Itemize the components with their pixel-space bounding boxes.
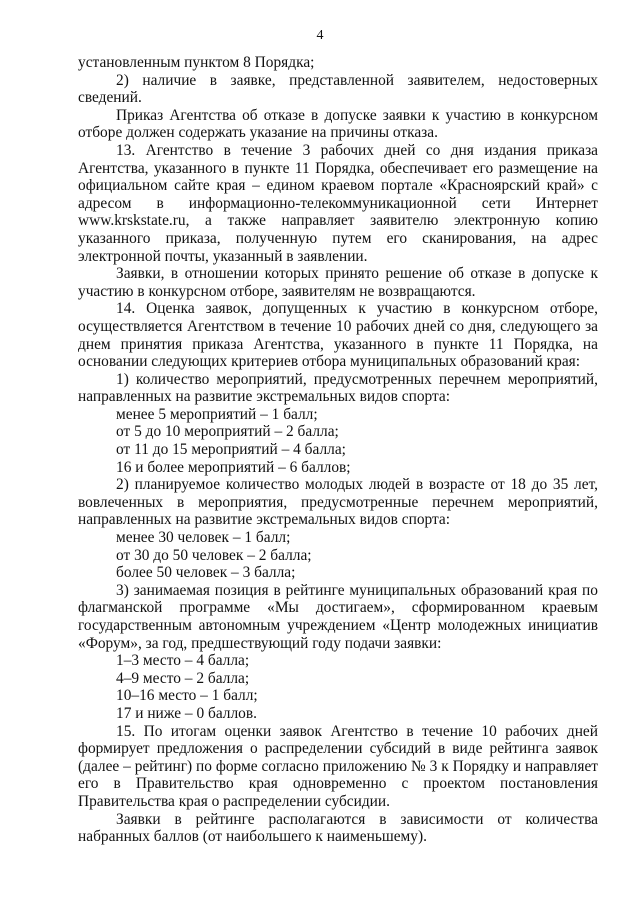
paragraph: Приказ Агентства об отказе в допуске заявки к участию в конкурсном отборе должен содержать указание на причины отказа. [78,106,598,142]
paragraph: 1) количество мероприятий, предусмотренных перечнем мероприятий, направленных на развитие экстремальных видов спорта: [78,370,598,406]
list-item: 10–16 место – 1 балл; [116,687,258,705]
paragraph: 2) наличие в заявке, представленной заявителем, недостоверных сведений. [78,71,598,107]
list-item: от 5 до 10 мероприятий – 2 балла; [116,423,339,441]
page-number: 4 [316,28,324,43]
paragraph: установленным пунктом 8 Порядка; [78,54,315,71]
paragraph: Заявки, в отношении которых принято решение об отказе в допуске к участию в конкурсном отборе, заявителям не возвращаются. [78,265,598,300]
document-body [78,54,598,846]
list-item: от 11 до 15 мероприятий – 4 балла; [116,441,346,459]
list-item: 17 и ниже – 0 баллов. [116,704,257,722]
paragraph: 2) планируемое количество молодых людей в возрасте от 18 до 35 лет, вовлеченных в мероприятия, предусмотренные перечнем мероприятий, направленных на развитие экстремальных видов спорта: [78,476,598,529]
paragraph: 3) занимаемая позиция в рейтинге муниципальных образований края по флагманской программе «Мы достигаем», сформированном краевым государственным автономным учреждением «Центр молодежных инициатив «Форум», за год, предшествующий году подачи заявки: [78,581,598,652]
list-item: 16 и более мероприятий – 6 баллов; [116,458,351,476]
paragraph: 15. По итогам оценки заявок Агентство в течение 10 рабочих дней формирует предложения о распределении субсидий в виде рейтинга заявок (далее – рейтинг) по форме согласно приложению № 3 к Порядку и направляет его в Правительство края одновременно с проектом постановления Правительства края о распределении субсидии. [78,722,598,810]
paragraph: 13. Агентство в течение 3 рабочих дней со дня издания приказа Агентства, указанного в пункте 11 Порядка, обеспечивает его размещение на официальном сайте края – едином краевом портале «Красноярский край» с адресом в информационно-телекоммуникационной сети Интернет www.krskstate.ru, а также направляет заявителю электронную копию указанного приказа, полученную путем его сканирования, на адрес электронной почты, указанный в заявлении. [78,141,598,265]
paragraph: 14. Оценка заявок, допущенных к участию в конкурсном отборе, осуществляется Агентством в течение 10 рабочих дней со дня, следующего за днем принятия приказа Агентства, указанного в пункте 11 Порядка, на основании следующих критериев отбора муниципальных образований края: [78,300,598,371]
list-item: менее 5 мероприятий – 1 балл; [116,405,318,423]
list-item: 1–3 место – 4 балла; [116,652,250,670]
list-item: более 50 человек – 3 балла; [116,564,296,582]
list-item: от 30 до 50 человек – 2 балла; [116,546,312,564]
paragraph: Заявки в рейтинге располагаются в зависимости от количества набранных баллов (от наибольшего к наименьшему). [78,810,598,846]
list-item: менее 30 человек – 1 балл; [116,529,291,547]
list-item: 4–9 место – 2 балла; [116,669,250,687]
